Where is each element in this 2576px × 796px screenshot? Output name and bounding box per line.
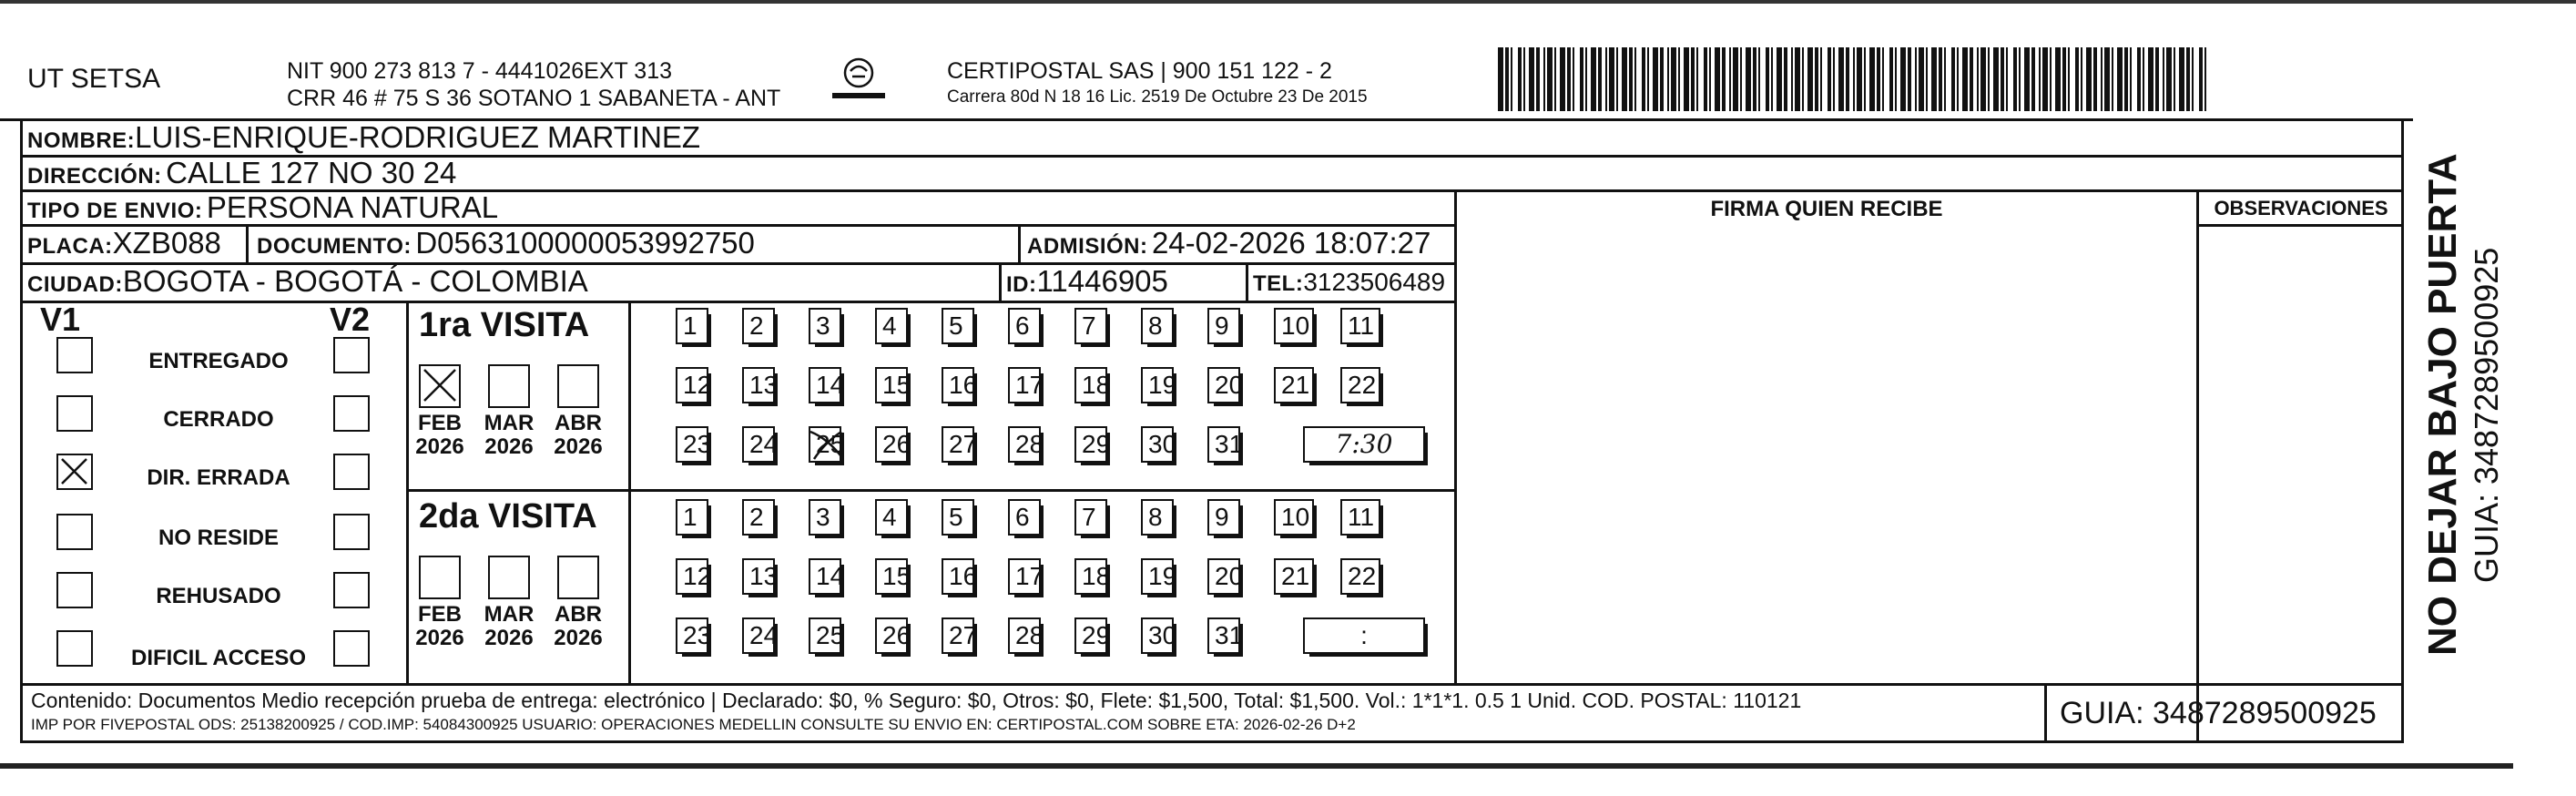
day-box[interactable]: 3: [809, 499, 841, 536]
day-number: 25: [816, 430, 845, 458]
direccion-label: DIRECCIÓN:: [27, 164, 162, 189]
day-box[interactable]: 21: [1274, 558, 1314, 595]
month-label: [414, 603, 465, 650]
v1-checkbox[interactable]: [56, 454, 93, 490]
day-box[interactable]: [809, 426, 845, 463]
v2-checkbox[interactable]: [333, 514, 370, 550]
day-box[interactable]: 22: [1340, 367, 1380, 403]
id-field: [1006, 264, 1168, 299]
day-box[interactable]: 25: [809, 617, 841, 654]
day-box[interactable]: 4: [875, 308, 908, 344]
month-label: [484, 603, 535, 650]
month-name: FEB: [418, 411, 462, 435]
obs-header-line: [2199, 224, 2404, 227]
day-box[interactable]: 19: [1141, 558, 1174, 595]
v1-checkbox[interactable]: [56, 630, 93, 667]
v1-checkbox[interactable]: [56, 337, 93, 373]
day-box[interactable]: 4: [875, 499, 908, 536]
col-divider: [1454, 189, 1457, 683]
id-value: 11446905: [1036, 264, 1168, 298]
scan-edge-top: [0, 0, 2576, 4]
month-label: [553, 603, 604, 650]
day-box[interactable]: 27: [942, 617, 974, 654]
day-box[interactable]: 6: [1008, 308, 1041, 344]
visit-divider: [406, 489, 1454, 492]
v2-checkbox[interactable]: [333, 395, 370, 432]
tel-label: TEL:: [1253, 271, 1304, 296]
cell-divider: [999, 262, 1002, 301]
v2-header: V2: [330, 301, 371, 338]
status-option-label: DIR. ERRADA: [147, 465, 290, 490]
day-box[interactable]: 24: [742, 617, 775, 654]
placa-value: XZB088: [112, 226, 221, 260]
day-box[interactable]: 2: [742, 308, 775, 344]
nombre-label: NOMBRE:: [27, 128, 136, 153]
day-box[interactable]: 1: [676, 308, 708, 344]
month-name: ABR: [555, 602, 602, 627]
day-box[interactable]: 26: [875, 426, 908, 463]
month-checkbox[interactable]: [488, 556, 530, 599]
month-year: 2026: [415, 626, 464, 650]
day-box[interactable]: 8: [1141, 308, 1174, 344]
footer-line1: Contenido: Documentos Medio recepción prueba de entrega: electrónico | Declarado: $0, % Seguro: $0, Otros: $0, Flete: $1,500, Total: $1,500. Vol.: 1*1*1. 0.5 1 Unid. COD. POSTAL: 110121: [31, 689, 1802, 712]
month-name: MAR: [484, 411, 535, 435]
company-nit: NIT 900 273 813 7 - 4441026EXT 313: [287, 58, 673, 84]
month-checkbox[interactable]: [557, 556, 599, 599]
company-name: UT SETSA: [27, 64, 161, 94]
day-box[interactable]: 2: [742, 499, 775, 536]
certipostal-logo: [827, 56, 891, 107]
day-box[interactable]: 19: [1141, 367, 1174, 403]
day-box[interactable]: 20: [1207, 367, 1240, 403]
status-option-label: DIFICIL ACCESO: [130, 646, 306, 670]
v2-checkbox[interactable]: [333, 572, 370, 608]
day-box[interactable]: 17: [1008, 558, 1041, 595]
day-box[interactable]: 12: [676, 367, 708, 403]
v1-checkbox[interactable]: [56, 514, 93, 550]
day-box[interactable]: 30: [1141, 617, 1174, 654]
day-box[interactable]: 11: [1340, 308, 1380, 344]
time-box[interactable]: 7:30: [1303, 426, 1425, 463]
day-box[interactable]: 16: [942, 558, 974, 595]
day-box[interactable]: 15: [875, 367, 908, 403]
documento-label: DOCUMENTO:: [257, 234, 412, 259]
day-box[interactable]: 9: [1207, 308, 1240, 344]
cell-divider: [406, 301, 409, 683]
day-box[interactable]: 22: [1340, 558, 1380, 595]
placa-field: [27, 226, 221, 260]
day-box[interactable]: 16: [942, 367, 974, 403]
company-address: CRR 46 # 75 S 36 SOTANO 1 SABANETA - ANT: [287, 86, 781, 111]
tipo-label: TIPO DE ENVIO:: [27, 199, 203, 223]
status-option-label: ENTREGADO: [148, 349, 289, 373]
day-box[interactable]: 7: [1074, 499, 1107, 536]
day-box[interactable]: 23: [676, 617, 708, 654]
day-box[interactable]: 28: [1008, 617, 1041, 654]
cell-divider: [1018, 224, 1021, 262]
day-box[interactable]: 23: [676, 426, 708, 463]
v2-checkbox[interactable]: [333, 337, 370, 373]
v2-checkbox[interactable]: [333, 454, 370, 490]
day-box[interactable]: 7: [1074, 308, 1107, 344]
month-checkbox[interactable]: [557, 364, 599, 408]
day-box[interactable]: 18: [1074, 558, 1107, 595]
v1-checkbox[interactable]: [56, 395, 93, 432]
day-box[interactable]: 24: [742, 426, 775, 463]
day-box[interactable]: 26: [875, 617, 908, 654]
day-box[interactable]: 9: [1207, 499, 1240, 536]
footer-line2: IMP POR FIVEPOSTAL ODS: 25138200925 / COD.IMP: 54084300925 USUARIO: OPERACIONES MEDELLIN CONSULTE SU ENVIO EN: CERTIPOSTAL.COM SOBRE ETA: 2026-02-26 D+2: [31, 716, 1356, 733]
row-line: [20, 301, 1454, 303]
month-name: FEB: [418, 602, 462, 627]
day-box[interactable]: 20: [1207, 558, 1240, 595]
day-box[interactable]: 17: [1008, 367, 1041, 403]
day-box[interactable]: 1: [676, 499, 708, 536]
documento-value: D0563100000053992750: [415, 226, 755, 260]
day-box[interactable]: 11: [1340, 499, 1380, 536]
ciudad-value: BOGOTA - BOGOTÁ - COLOMBIA: [122, 264, 588, 298]
month-name: ABR: [555, 411, 602, 435]
ciudad-label: CIUDAD:: [27, 272, 123, 297]
carrier-name: CERTIPOSTAL SAS | 900 151 122 - 2: [947, 58, 1332, 84]
month-checkbox[interactable]: [419, 364, 461, 408]
cell-divider: [628, 301, 631, 683]
tel-value: 3123506489: [1303, 268, 1446, 296]
day-box[interactable]: 13: [742, 367, 775, 403]
v2-checkbox[interactable]: [333, 630, 370, 667]
barcode: [1498, 47, 2213, 111]
side-warning: NO DEJAR BAJO PUERTA: [2420, 153, 2465, 656]
admision-label: ADMISIÓN:: [1027, 234, 1148, 259]
firma-header: FIRMA QUIEN RECIBE: [1710, 197, 1943, 221]
day-box[interactable]: 21: [1274, 367, 1314, 403]
month-label: [414, 412, 465, 459]
day-box[interactable]: 14: [809, 367, 841, 403]
observaciones-header: OBSERVACIONES: [2214, 197, 2388, 219]
carrier-license: Carrera 80d N 18 16 Lic. 2519 De Octubre 23 De 2015: [947, 87, 1368, 107]
month-label: [553, 412, 604, 459]
day-box[interactable]: 30: [1141, 426, 1174, 463]
direccion-value: CALLE 127 NO 30 24: [166, 156, 457, 189]
day-box[interactable]: 31: [1207, 617, 1240, 654]
ciudad-field: [27, 264, 588, 299]
nombre-value: LUIS-ENRIQUE-RODRIGUEZ MARTINEZ: [135, 120, 701, 154]
day-box[interactable]: 6: [1008, 499, 1041, 536]
month-year: 2026: [484, 626, 534, 650]
day-box[interactable]: 29: [1074, 617, 1107, 654]
day-box[interactable]: 3: [809, 308, 841, 344]
day-box[interactable]: 8: [1141, 499, 1174, 536]
day-box[interactable]: 10: [1274, 308, 1314, 344]
tipo-value: PERSONA NATURAL: [206, 190, 499, 224]
day-box[interactable]: 27: [942, 426, 974, 463]
first-visit-title: 1ra VISITA: [419, 306, 590, 344]
cell-divider: [1246, 262, 1248, 301]
footer-guia: GUIA: 3487289500925: [2060, 696, 2377, 730]
day-box[interactable]: 29: [1074, 426, 1107, 463]
day-box[interactable]: 12: [676, 558, 708, 595]
admision-field: [1027, 226, 1431, 260]
day-box[interactable]: 5: [942, 308, 974, 344]
month-checkbox[interactable]: [419, 556, 461, 599]
cell-divider: [246, 224, 249, 262]
nombre-field: [27, 120, 700, 155]
status-option-label: REHUSADO: [156, 584, 281, 608]
tipo-field: [27, 190, 498, 225]
second-visit-title: 2da VISITA: [419, 497, 597, 536]
tel-field: [1253, 268, 1445, 297]
day-box[interactable]: 18: [1074, 367, 1107, 403]
id-label: ID:: [1006, 272, 1037, 297]
day-box[interactable]: 31: [1207, 426, 1240, 463]
v1-checkbox[interactable]: [56, 572, 93, 608]
month-name: MAR: [484, 602, 535, 627]
col-divider: [2196, 189, 2199, 743]
month-label: [484, 412, 535, 459]
day-box[interactable]: 13: [742, 558, 775, 595]
footer-divider: [2044, 683, 2047, 743]
day-box[interactable]: 28: [1008, 426, 1041, 463]
scan-edge-bottom: [0, 763, 2513, 769]
month-year: 2026: [554, 434, 603, 459]
admision-value: 24-02-2026 18:07:27: [1151, 226, 1431, 260]
month-year: 2026: [484, 434, 534, 459]
day-box[interactable]: 15: [875, 558, 908, 595]
day-box[interactable]: 5: [942, 499, 974, 536]
day-box[interactable]: 10: [1274, 499, 1314, 536]
placa-label: PLACA:: [27, 234, 113, 259]
side-guia: GUIA: 3487289500925: [2468, 247, 2505, 583]
day-box[interactable]: 14: [809, 558, 841, 595]
month-year: 2026: [554, 626, 603, 650]
status-option-label: NO RESIDE: [158, 526, 280, 550]
v1-header: V1: [40, 301, 81, 338]
time-box[interactable]: :: [1303, 617, 1425, 654]
direccion-field: [27, 156, 456, 190]
status-option-label: CERRADO: [163, 407, 274, 432]
month-year: 2026: [415, 434, 464, 459]
documento-field: [257, 226, 755, 260]
month-checkbox[interactable]: [488, 364, 530, 408]
